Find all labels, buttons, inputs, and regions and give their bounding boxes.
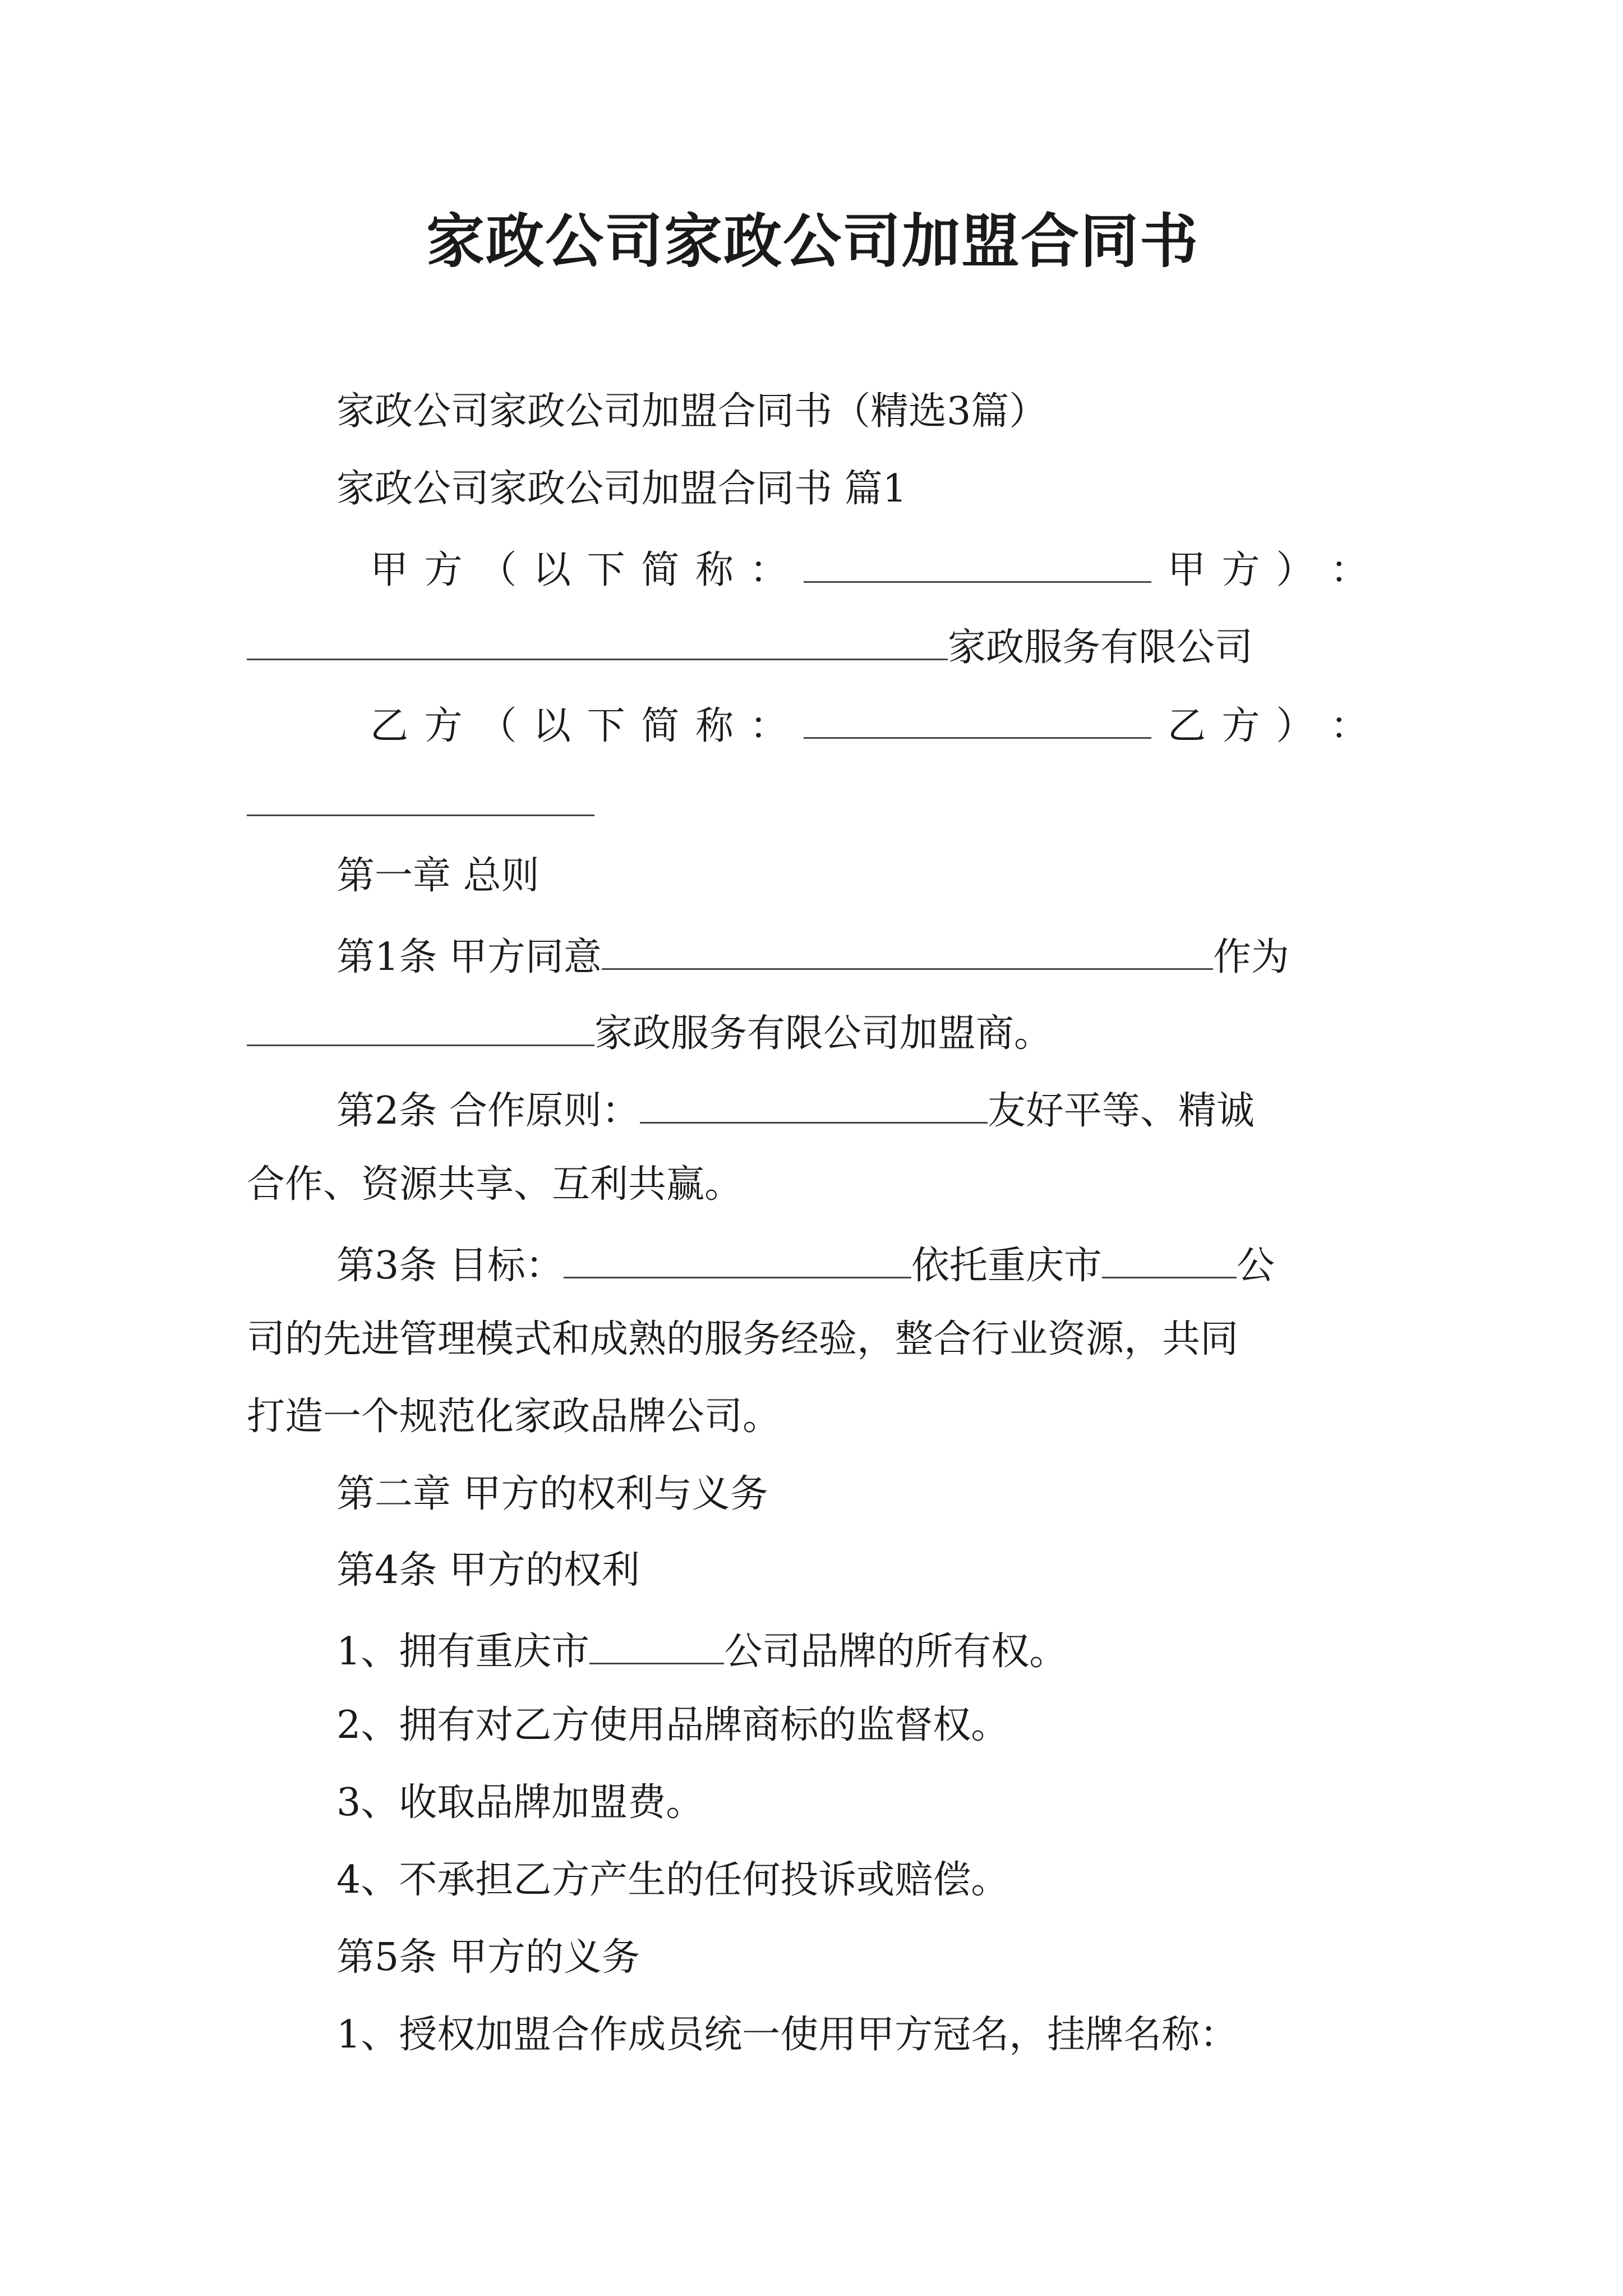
party-b-name-blank[interactable] [247,815,594,816]
article-1-suffix: 作为 [1212,935,1289,979]
party-b-char: （ [478,704,517,748]
party-b-char: 乙 [1167,704,1206,748]
party-b-char: 以 [532,704,571,748]
article-3-line-3: 打造一个规范化家政品牌公司。 [247,1395,781,1439]
article-1-prefix: 第1条 甲方同意 [336,935,602,979]
party-a-char: 称 [695,548,734,592]
article-3-blank-2[interactable] [1102,1243,1237,1278]
party-a-line [370,547,1368,590]
article-2-suffix: 友好平等、精诚 [987,1089,1255,1133]
party-b-char: 简 [641,704,680,748]
subtitle: 家政公司家政公司加盟合同书（精选3篇） [336,389,1048,434]
duty-item-1: 1、授权加盟合作成员统一使用甲方冠名，挂牌名称： [336,2013,1238,2057]
party-a-abbr-blank[interactable] [804,547,1151,583]
part-heading: 家政公司家政公司加盟合同书 篇1 [336,467,907,511]
party-a-char: （ [478,548,517,592]
party-b-abbr-blank[interactable] [804,703,1151,739]
party-a-char: 方 [424,548,463,592]
right-item-3: 3、收取品牌加盟费。 [336,1780,704,1825]
article-1-line-2 [247,1011,1053,1056]
chapter-1-heading: 第一章 总则 [336,854,540,898]
party-a-char: 甲 [1167,548,1206,592]
article-3-line-2: 司的先进管理模式和成熟的服务经验，整合行业资源，共同 [247,1317,1239,1361]
right-item-4: 4、不承担乙方产生的任何投诉或赔偿。 [336,1858,1009,1902]
party-b-char: 方 [424,704,463,748]
party-b-char: 方 [1221,704,1260,748]
party-a-char: ） [1276,548,1315,592]
party-a-company-suffix: 家政服务有限公司 [948,625,1253,670]
right-item-1-prefix: 1、拥有重庆市 [336,1630,590,1674]
party-b-line [370,703,1368,746]
article-4-heading: 第4条 甲方的权利 [336,1548,640,1593]
document-title: 家政公司家政公司加盟合同书 [426,206,1200,275]
party-a-char: 下 [587,548,625,592]
right-item-1 [336,1629,1068,1674]
article-1-line [336,935,1289,977]
party-a-char: 以 [532,548,571,592]
party-b-char: ） [1276,704,1315,748]
chapter-2-heading: 第二章 甲方的权利与义务 [336,1472,768,1516]
party-a-char: 简 [641,548,680,592]
article-5-heading: 第5条 甲方的义务 [336,1935,640,1980]
party-b-char: 下 [587,704,625,748]
article-2-prefix: 第2条 合作原则： [336,1089,640,1133]
party-a-char: 甲 [370,548,409,592]
party-b-char: ： [749,704,788,748]
right-item-1-suffix: 公司品牌的所有权。 [724,1630,1068,1674]
article-3-blank-1[interactable] [564,1243,911,1278]
right-item-2: 2、拥有对乙方使用品牌商标的监督权。 [336,1703,1009,1747]
article-1-blank[interactable] [602,935,1213,970]
party-b-char: 称 [695,704,734,748]
article-3-suffix: 公 [1236,1244,1275,1288]
party-a-char: ： [749,548,788,592]
party-a-company-line [247,625,1253,670]
article-3-line [336,1243,1275,1288]
right-item-1-blank[interactable] [589,1629,724,1664]
party-a-char: ： [1330,548,1368,592]
article-3-prefix: 第3条 目标： [336,1244,564,1288]
article-1-company-blank[interactable] [247,1011,594,1046]
article-2-line-2: 合作、资源共享、互利共赢。 [247,1162,743,1207]
article-1-line2-text: 家政服务有限公司加盟商。 [594,1011,1053,1056]
party-b-char: ： [1330,704,1368,748]
party-b-char: 乙 [370,704,409,748]
party-a-char: 方 [1221,548,1260,592]
article-2-blank[interactable] [640,1088,988,1124]
article-3-middle: 依托重庆市 [911,1244,1102,1288]
article-2-line [336,1088,1255,1133]
party-a-company-blank[interactable] [247,625,948,660]
